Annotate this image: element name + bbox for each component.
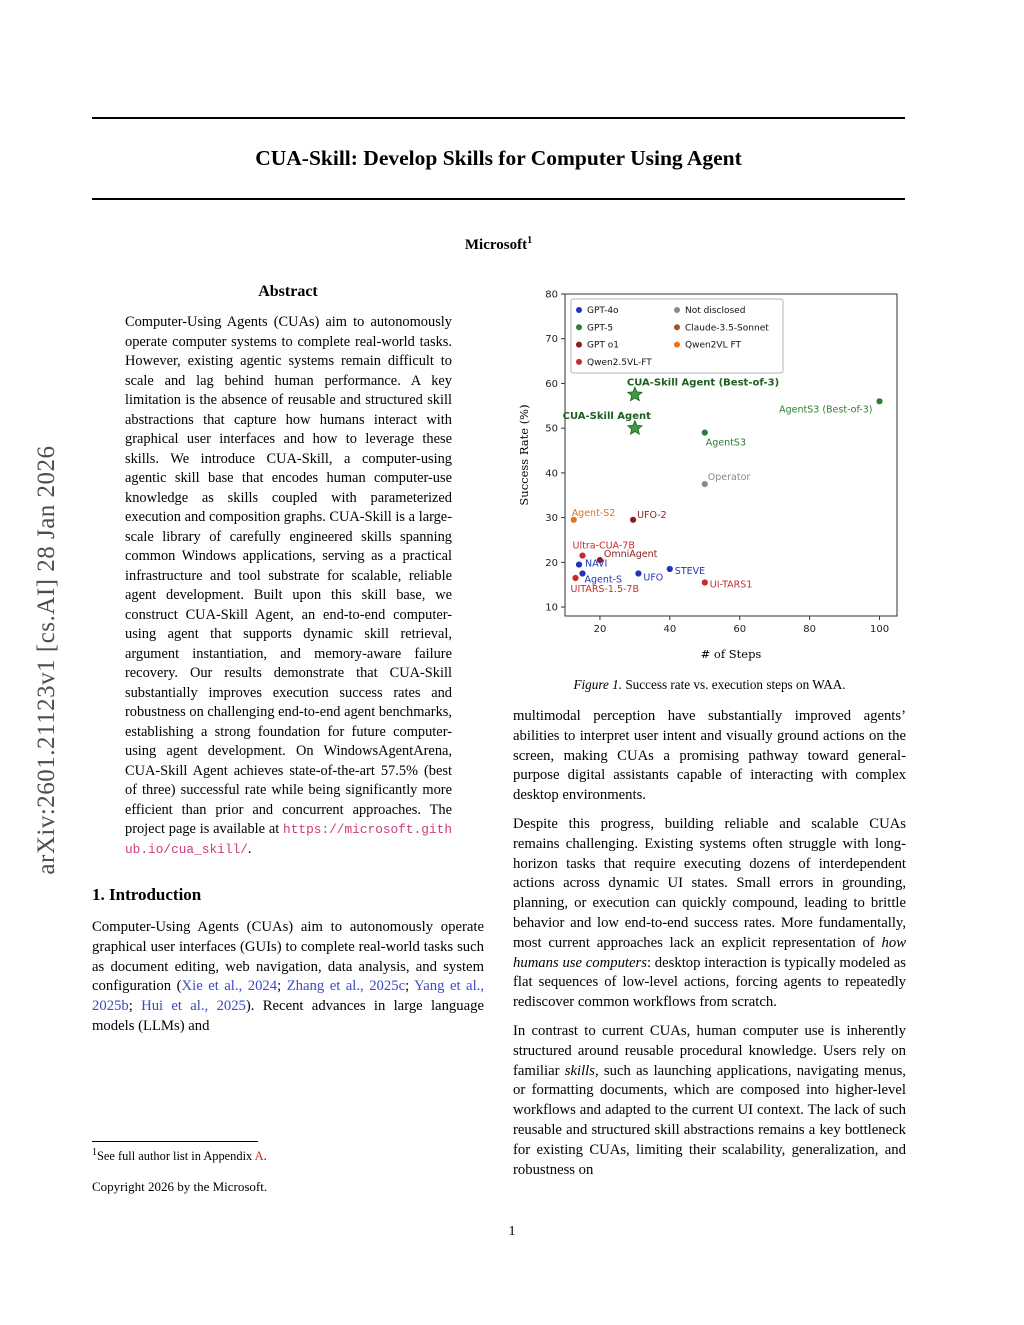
- chart-point: [635, 570, 641, 576]
- chart-point: [576, 562, 582, 568]
- left-column: [92, 283, 484, 1037]
- x-axis-label: # of Steps: [700, 647, 762, 661]
- y-tick-label: 20: [545, 557, 558, 569]
- legend-label: Claude-3.5-Sonnet: [685, 323, 769, 334]
- rich-segment-cite[interactable]: Hui et al., 2025: [141, 998, 246, 1015]
- chart-point-label: NAVI: [585, 558, 608, 570]
- copyright-line: Copyright 2026 by the Microsoft.: [92, 1179, 268, 1194]
- right-paragraph-3: [513, 1022, 906, 1180]
- author-line: [92, 237, 905, 254]
- introduction-paragraph: [92, 918, 484, 1037]
- rich-segment-cite[interactable]: Xie et al., 2024: [181, 978, 278, 995]
- chart-legend: [571, 299, 783, 373]
- title-rule-bottom: [92, 198, 905, 200]
- legend-label: Qwen2VL FT: [685, 340, 741, 351]
- x-tick-label: 20: [593, 624, 607, 635]
- chart-point: [702, 579, 708, 585]
- chart-point-label: AgentS3: [705, 437, 747, 449]
- author-footnote-mark: 1: [527, 235, 533, 246]
- legend-marker: [576, 359, 582, 365]
- rich-segment-urllink[interactable]: https://microsoft.github.io/cua_skill/: [125, 822, 452, 857]
- right-column: [513, 286, 906, 1180]
- legend-marker: [674, 324, 680, 330]
- rich-segment-text: ). Recent advances in large language models (LLMs) and: [92, 998, 484, 1034]
- y-tick-label: 70: [545, 334, 558, 346]
- legend-label: GPT-5: [587, 323, 614, 334]
- arxiv-stamp: arXiv:2601.21123v1 [cs.AI] 28 Jan 2026: [33, 445, 60, 875]
- footnote-period: .: [263, 1149, 267, 1163]
- chart-point-label: UFO: [643, 572, 664, 584]
- rich-segment-text: ;: [277, 978, 287, 995]
- chart-point-label: STEVE: [674, 566, 706, 577]
- author-name: Microsoft: [464, 237, 528, 253]
- right-paragraph-2: [513, 815, 906, 1013]
- x-tick-label: 80: [803, 624, 816, 635]
- x-tick-label: 100: [869, 624, 890, 635]
- rich-segment-text: ;: [128, 998, 142, 1015]
- chart-point: [572, 575, 578, 581]
- footnote-rule: [92, 1141, 258, 1142]
- chart-point-label: OmniAgent: [603, 549, 658, 561]
- rich-segment-cite[interactable]: Yang et al., 2025b: [92, 978, 484, 1015]
- legend-label: Qwen2.5VL-FT: [587, 357, 652, 368]
- y-axis-label: Success Rate (%): [517, 404, 531, 506]
- x-tick-label: 40: [663, 624, 677, 635]
- rich-segment-text: , such as launching applications, navigating menus, or formatting documents, which are composed into higher-level workflows and adapted to the current UI context. The lack of such reusable and structured skill abstractions remains a key bottleneck for existing CUAs, limiting their scalability, generalization, and robustness on: [513, 1062, 906, 1178]
- legend-label: GPT-4o: [587, 306, 619, 316]
- page-number: 1: [508, 1224, 516, 1239]
- chart-point: [702, 430, 708, 436]
- chart-point: [630, 517, 636, 523]
- rich-segment-cite[interactable]: Zhang et al., 2025c: [286, 978, 406, 995]
- legend-label: Not disclosed: [685, 306, 746, 316]
- chart-point-label: UI-TARS1: [709, 579, 753, 591]
- rich-segment-text: .: [247, 840, 252, 857]
- figure-caption-text: Success rate vs. execution steps on WAA.: [625, 677, 846, 692]
- footnote-mark: 1: [92, 1146, 97, 1158]
- author-footnote: [92, 1146, 484, 1164]
- legend-marker: [576, 307, 582, 313]
- footnote-block: [92, 1141, 484, 1195]
- rich-segment-text: Despite this progress, building reliable and scalable CUAs remains challenging. Existing systems often struggle with long-horizon tasks that require executing dozens of interdependent actions across dynamic UI states. Small errors in grounding, planning, or execution can quickly compound, leading to brittle behavior and low end-to-end success rates. More fundamentally, most current approaches lack an explicit representation of: [513, 815, 906, 951]
- chart-point-label: AgentS3 (Best-of-3): [779, 404, 873, 416]
- rich-segment-text: Computer-Using Agents (CUAs) aim to autonomously operate graphical user interfaces (GUIs) to complete real-world tasks such as document editing, web navigation, data analysis, and system configuration (: [92, 919, 484, 995]
- figure-caption-label: Figure 1.: [573, 677, 623, 692]
- rich-segment-text: In contrast to current CUAs, human computer use is inherently structured around reusable procedural knowledge. Users rely on familiar: [513, 1022, 906, 1079]
- y-tick-label: 10: [545, 602, 558, 614]
- figure-1-caption: [513, 677, 906, 693]
- legend-label: GPT o1: [587, 340, 619, 351]
- abstract-text: [125, 313, 452, 859]
- legend-marker: [576, 342, 582, 348]
- rich-segment-text: Computer-Using Agents (CUAs) aim to autonomously operate computer systems to complete real-world tasks. However, existing agentic systems remain difficult to scale and lag behind human performance. A key limitation is the absence of reusable and structured skill abstractions that capture how humans interact with graphical user interfaces and how to leverage these skills. We introduce CUA-Skill, a computer-using agentic skill base that encodes human computer-use knowledge as skills coupled with parameterized execution and composition graphs. CUA-Skill is a large-scale library of carefully engineered skills spanning common Windows applications, serving as a practical infrastructure and tool substrate for scalable, reliable agent development. Built upon this skill base, we construct CUA-Skill Agent, an end-to-end computer-using agent that supports dynamic skill retrieval, argument instantiation, and memory-aware failure recovery. Our results demonstrate that CUA-Skill substantially improves execution success rates and robustness on challenging end-to-end agent benchmarks, establishing a strong foundation for future computer-using agent development. On WindowsAgentArena, CUA-Skill Agent achieves state-of-the-art 57.5% (best of three) successful rate while being significantly more efficient than prior and concurrent approaches. The project page is available at: [125, 314, 452, 837]
- legend-marker: [674, 342, 680, 348]
- right-paragraph-1: multimodal perception have substantially improved agents’ abilities to interpret user intent and visually ground actions on the screen, making CUAs a promising pathway toward general-purpose digital assistants capable of interacting with complex desktop environments.: [513, 708, 906, 804]
- chart-point-label: UFO-2: [637, 509, 667, 521]
- legend-marker: [674, 307, 680, 313]
- rich-segment-italic: how humans use computers: [513, 934, 906, 971]
- title-rule-top: [92, 117, 905, 119]
- y-tick-label: 30: [545, 513, 558, 525]
- rich-segment-italic: skills: [564, 1062, 595, 1079]
- paper-title: CUA-Skill: Develop Skills for Computer Using Agent: [255, 146, 742, 170]
- rich-segment-text: : desktop interaction is typically modeled as flat sequences of low-level actions, forcing agents to repeatedly rediscover common workflows from scratch.: [513, 954, 906, 1011]
- rich-segment-text: ;: [405, 978, 415, 995]
- appendix-a-link[interactable]: A: [254, 1149, 264, 1163]
- chart-point-label: Ultra-CUA-7B: [572, 540, 635, 552]
- y-tick-label: 50: [545, 423, 558, 435]
- chart-point-label: CUA-Skill Agent (Best-of-3): [626, 377, 780, 389]
- chart-point-label: UITARS-1.5-7B: [570, 584, 639, 595]
- chart-point-label: Operator: [707, 472, 751, 484]
- y-tick-label: 40: [545, 468, 558, 480]
- chart-point-label: Agent-S: [584, 574, 623, 586]
- chart-point: [667, 566, 673, 572]
- y-tick-label: 80: [545, 289, 558, 301]
- chart-point-label: CUA-Skill Agent: [562, 411, 651, 423]
- chart-point-label: Agent-S2: [571, 507, 616, 519]
- y-tick-label: 60: [545, 378, 558, 390]
- x-tick-label: 60: [733, 624, 747, 635]
- figure-1-chart: [513, 286, 906, 664]
- legend-marker: [576, 324, 582, 330]
- chart-point: [876, 398, 882, 404]
- abstract-heading: Abstract: [258, 283, 318, 300]
- section-heading-introduction: 1. Introduction: [92, 885, 202, 904]
- footnote-text: See full author list in Appendix: [97, 1149, 255, 1163]
